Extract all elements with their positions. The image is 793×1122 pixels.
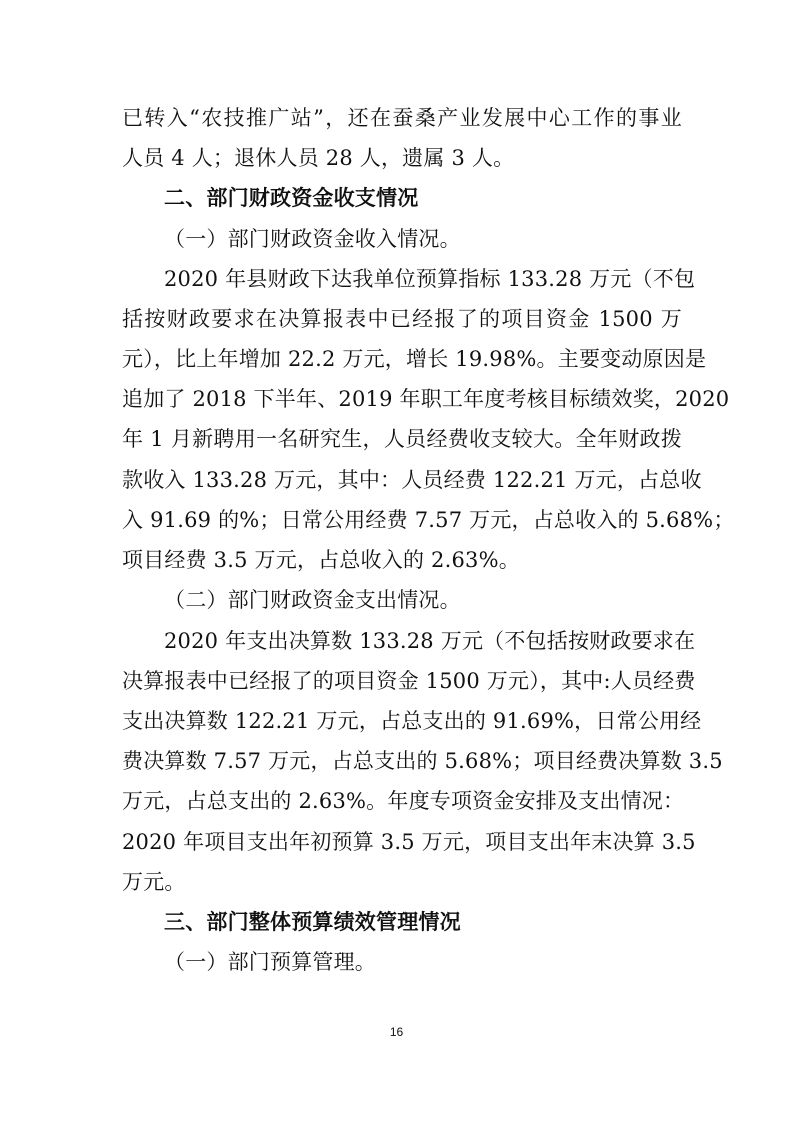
paragraph-line: 2020 年项目支出年初预算 3.5 万元，项目支出年末决算 3.5 <box>122 830 696 854</box>
paragraph-line: 已转入“农技推广站”，还在蚕桑产业发展中心工作的事业 <box>122 106 682 130</box>
paragraph-line: 万元。 <box>122 870 186 894</box>
paragraph-line: 追加了 2018 下半年、2019 年职工年度考核目标绩效奖，2020 <box>122 387 730 411</box>
paragraph-line: 入 91.69 的%；日常公用经费 7.57 万元，占总收入的 5.68%； <box>122 508 735 532</box>
section-heading: 二、部门财政资金收支情况 <box>164 186 419 210</box>
page-number: 16 <box>389 1025 404 1039</box>
subsection-heading: （一）部门财政资金收入情况。 <box>164 227 461 251</box>
paragraph-line: 项目经费 3.5 万元，占总收入的 2.63%。 <box>122 548 520 572</box>
paragraph-line: 费决算数 7.57 万元，占总支出的 5.68%；项目经费决算数 3.5 <box>122 749 723 773</box>
paragraph-line: 括按财政要求在决算报表中已经报了的项目资金 1500 万 <box>122 307 682 331</box>
paragraph-line: 人员 4 人；退休人员 28 人，遗属 3 人。 <box>122 146 515 170</box>
subsection-heading: （一）部门预算管理。 <box>164 950 376 974</box>
paragraph-line: 决算报表中已经报了的项目资金 1500 万元），其中:人员经费 <box>122 669 696 693</box>
section-heading: 三、部门整体预算绩效管理情况 <box>164 910 461 934</box>
paragraph-line: 元），比上年增加 22.2 万元，增长 19.98%。主要变动原因是 <box>122 347 707 371</box>
paragraph-line: 支出决算数 122.21 万元，占总支出的 91.69%，日常公用经 <box>122 709 702 733</box>
paragraph-line: 2020 年县财政下达我单位预算指标 133.28 万元（不包 <box>164 267 696 291</box>
paragraph-line: 万元，占总支出的 2.63%。年度专项资金安排及支出情况： <box>122 789 685 813</box>
subsection-heading: （二）部门财政资金支出情况。 <box>164 588 461 612</box>
paragraph-line: 年 1 月新聘用一名研究生，人员经费收支较大。全年财政拨 <box>122 427 682 451</box>
paragraph-line: 款收入 133.28 万元，其中：人员经费 122.21 万元，占总收 <box>122 468 702 492</box>
paragraph-line: 2020 年支出决算数 133.28 万元（不包括按财政要求在 <box>164 629 696 653</box>
